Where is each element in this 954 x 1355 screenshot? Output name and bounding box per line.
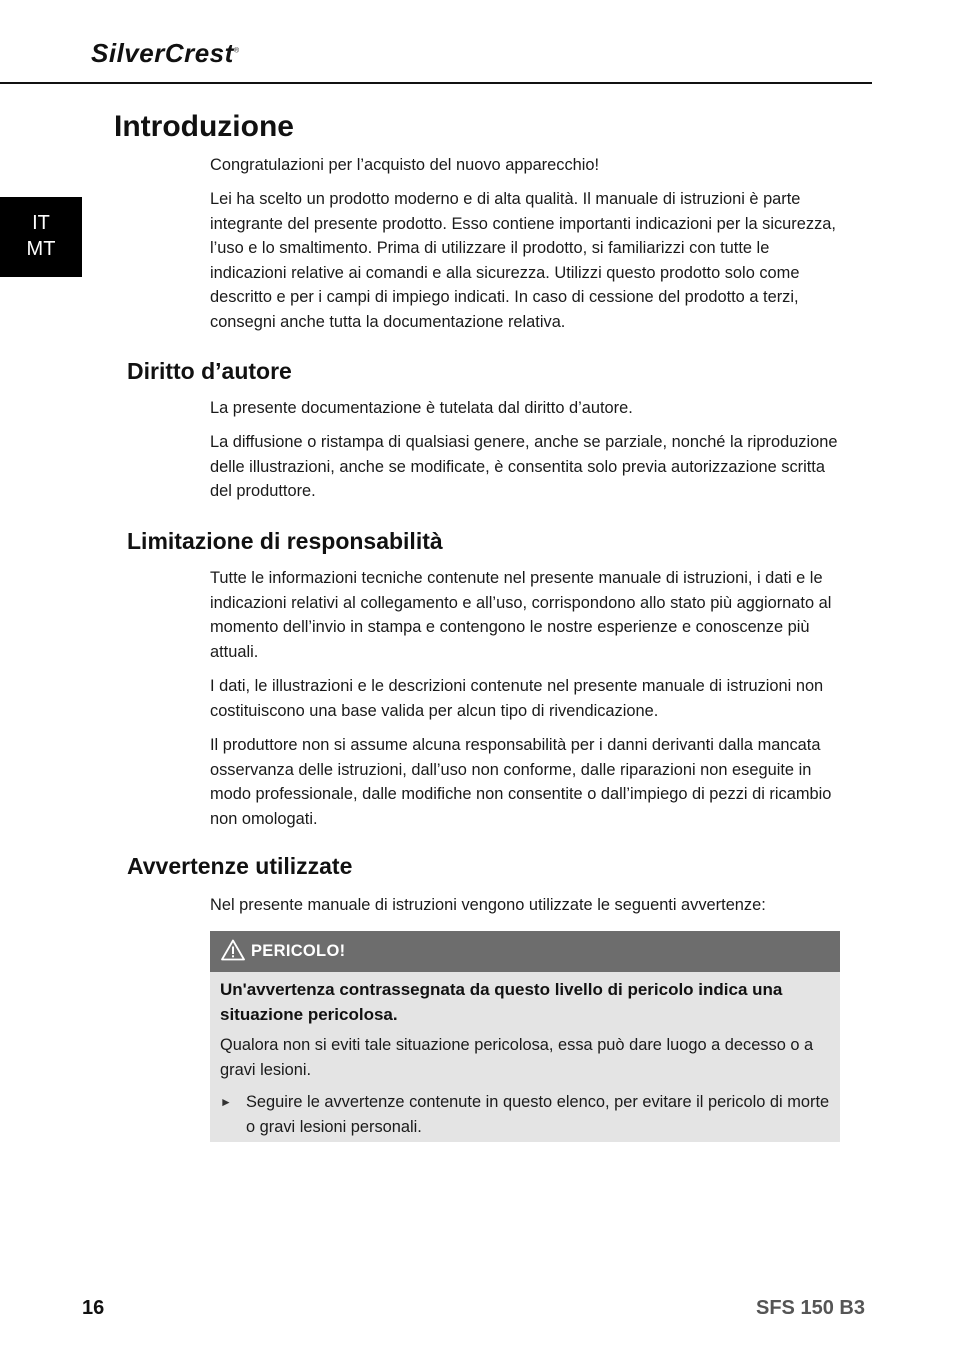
liability-paragraph-1: Tutte le informazioni tecniche contenute nel presente manuale di istruzioni, i dati e le indicazioni relativi al collegamento e all’uso, corrispondono allo stato più aggiornato al momento dell’invio in stampa e contengono le nostre esperienze e conoscenze più attuali. [210,569,832,661]
section-heading-liability: Limitazione di responsabilità [127,528,443,554]
warning-triangle-icon [221,939,245,961]
danger-warning-header [210,931,840,972]
brand-logo: SilverCrest® [91,38,240,68]
page-title: Introduzione [114,110,294,143]
danger-warning-instruction-text: Seguire le avvertenze contenute in questo elenco, per evitare il pericolo di morte o gravi lesioni personali. [246,1093,830,1136]
language-code-mt: MT [26,238,56,260]
copyright-paragraph-2: La diffusione o ristampa di qualsiasi genere, anche se parziale, nonché la riproduzione delle illustrazioni, anche se modificate, è consentita solo previa autorizzazione scritta del produttore. [210,433,838,501]
intro-paragraph-2: Lei ha scelto un prodotto moderno e di alta qualità. Il manuale di istruzioni è parte integrante del presente prodotto. Esso contiene importanti indicazioni per la sicurezza, l’uso e lo smaltimento. Prima di utilizzare il prodotto, si familiarizzi con tutte le indicazioni relative ai comandi e alla sicurezza. Utilizzi questo prodotto solo come descritto e per i campi di impiego indicati. In caso di cessione del prodotto a terzi, consegni anche tutta la documentazione relativa. [210,190,836,331]
section-heading-copyright: Diritto d’autore [127,358,292,384]
danger-warning-box [210,931,840,1142]
bullet-arrow-icon: ► [220,1095,232,1109]
model-number: SFS 150 B3 [756,1297,865,1319]
warnings-paragraph-1: Nel presente manuale di istruzioni vengono utilizzate le seguenti avvertenze: [210,896,766,914]
danger-warning-summary: Un'avvertenza contrassegnata da questo livello di pericolo indica una situazione pericolosa. [220,980,783,1024]
section-heading-warnings: Avvertenze utilizzate [127,853,353,879]
danger-warning-consequence: Qualora non si eviti tale situazione pericolosa, essa può dare luogo a decesso o a gravi lesioni. [220,1036,814,1079]
danger-warning-label: PERICOLO! [251,942,346,960]
page-number: 16 [82,1297,105,1319]
language-tab [0,197,82,277]
liability-paragraph-3: Il produttore non si assume alcuna responsabilità per i danni derivanti dalla mancata osservanza delle istruzioni, dall’uso non conforme, dalle riparazioni non eseguite in modo professionale, dalle modifiche non consentite o dall’impiego di pezzi di ricambio non omologati. [210,736,832,828]
intro-paragraph-1: Congratulazioni per l’acquisto del nuovo apparecchio! [210,156,600,174]
language-code-it: IT [32,212,50,234]
liability-paragraph-2: I dati, le illustrazioni e le descrizioni contenute nel presente manuale di istruzioni non costituiscono una base valida per alcun tipo di rivendicazione. [210,677,824,720]
copyright-paragraph-1: La presente documentazione è tutelata dal diritto d’autore. [210,399,633,417]
header-rule [0,82,872,84]
